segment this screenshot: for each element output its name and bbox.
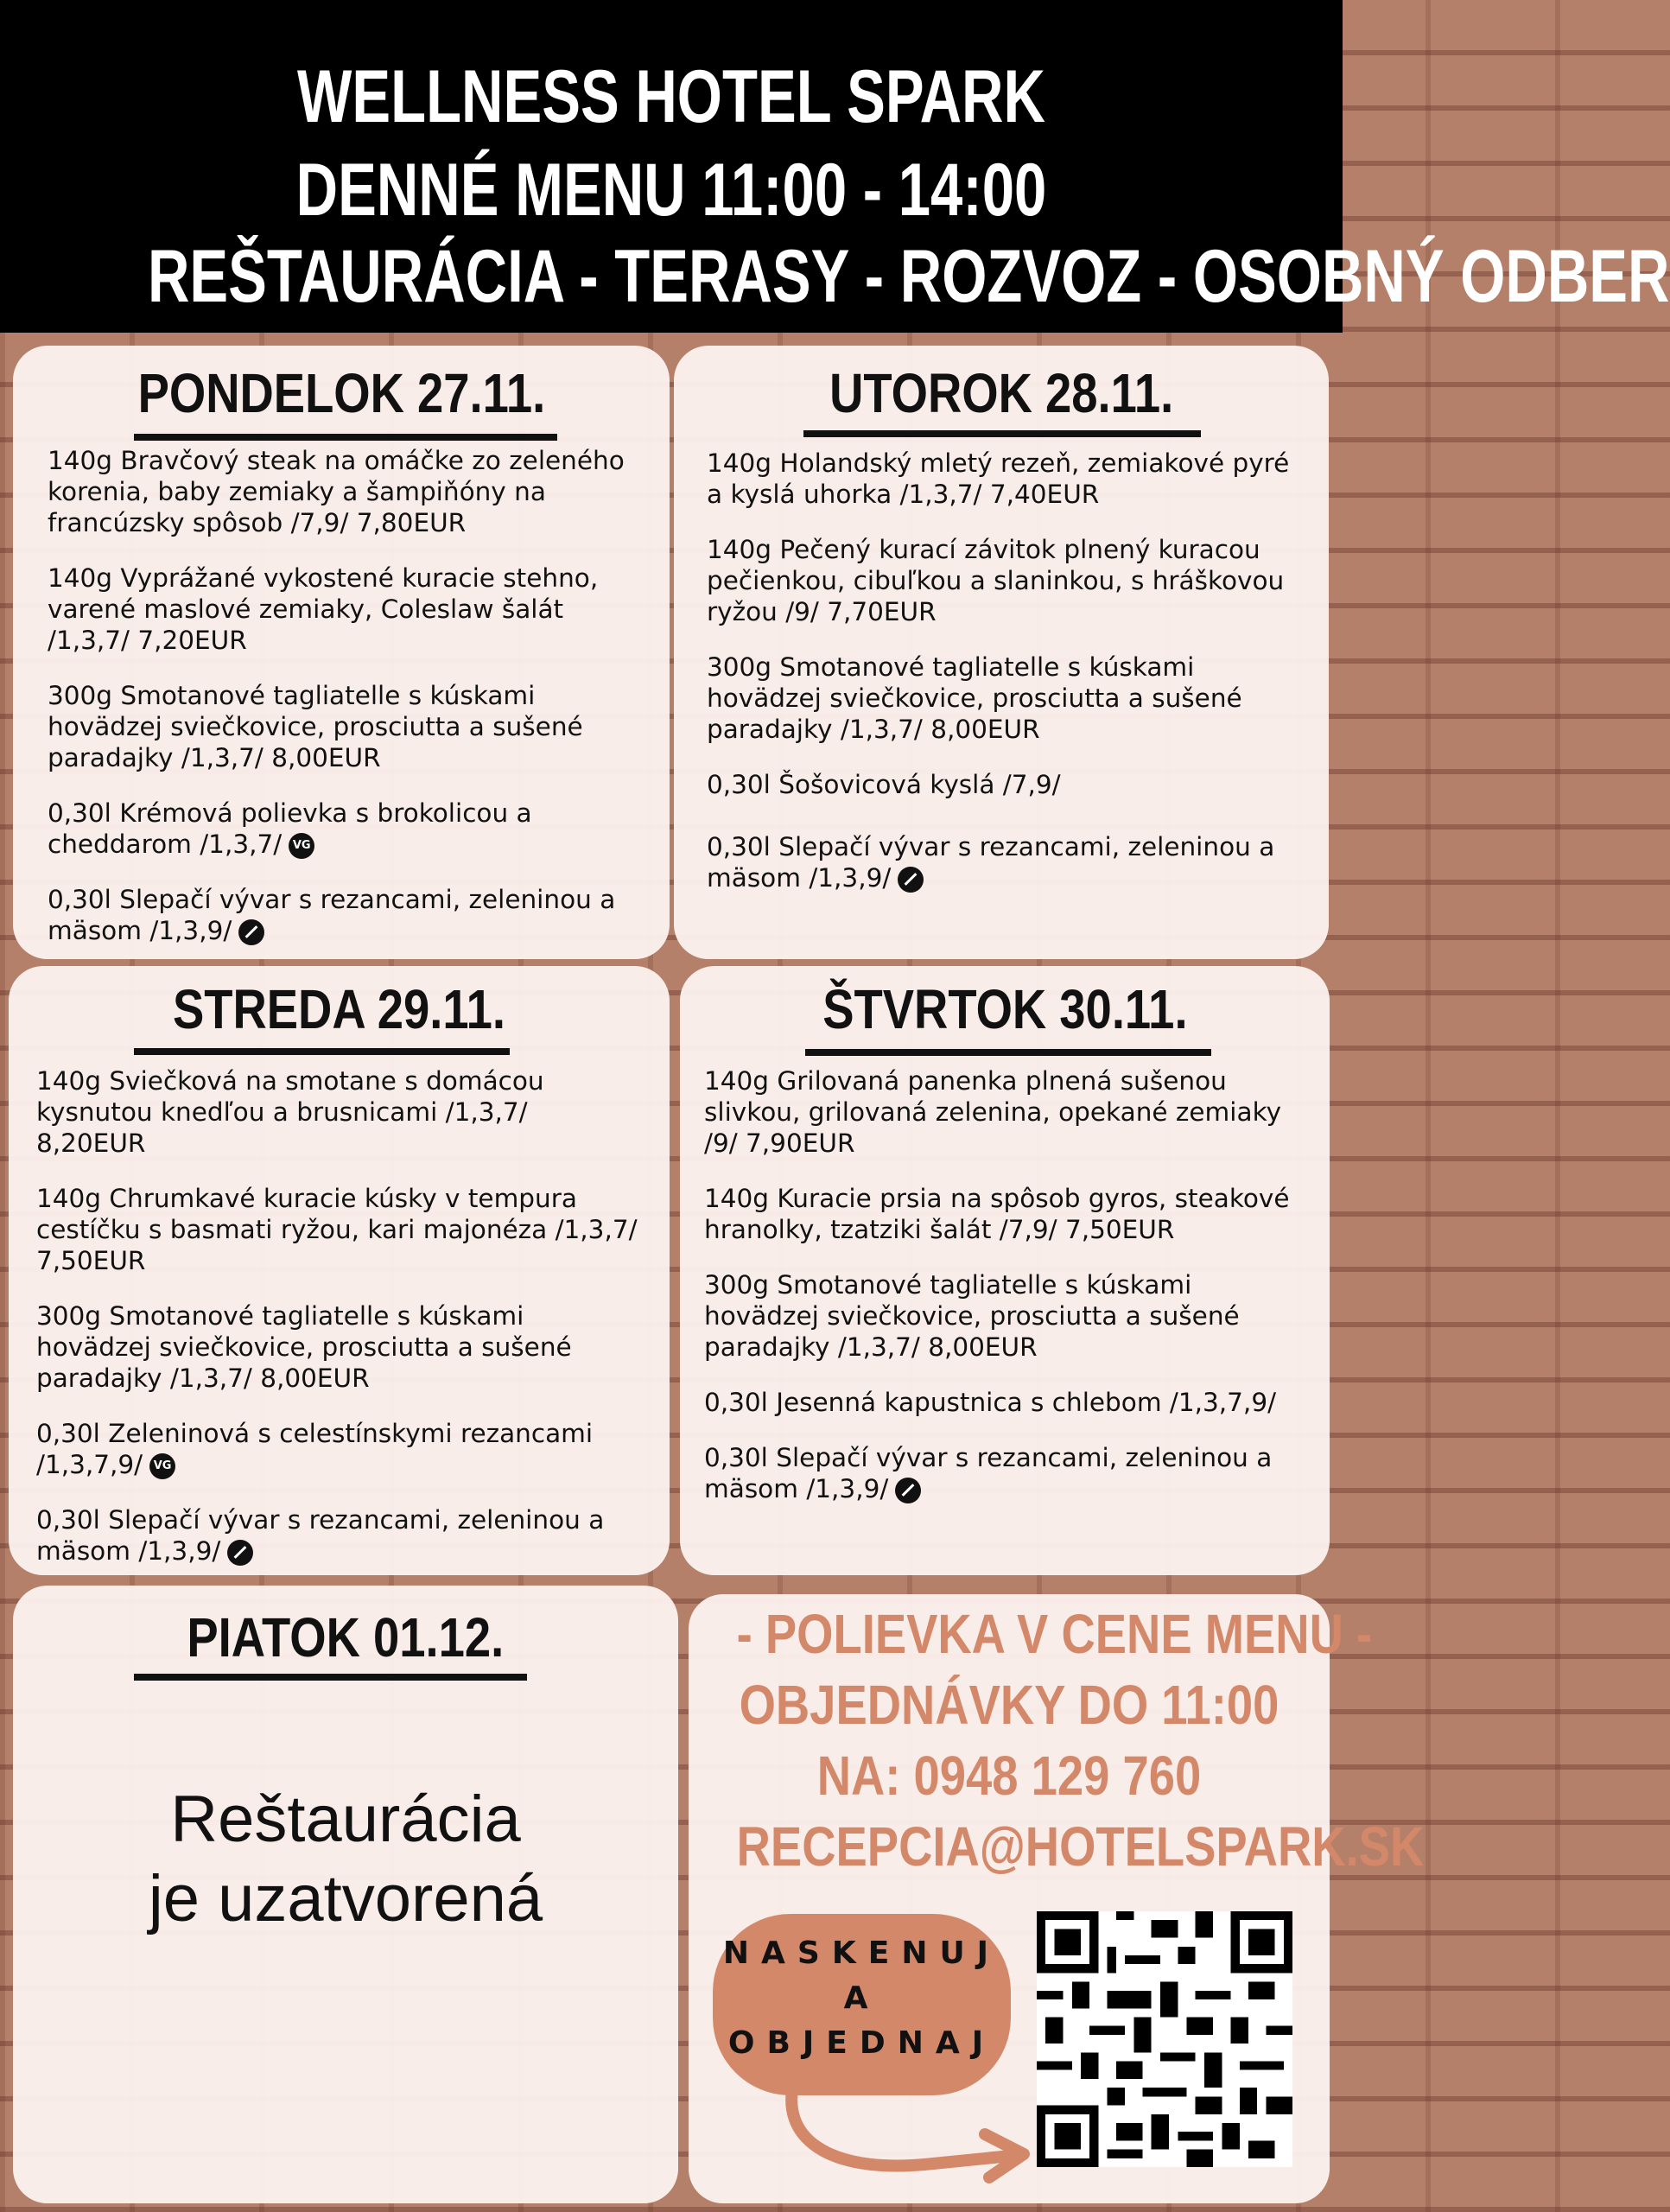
- vegetarian-icon: VG: [149, 1453, 175, 1479]
- menu-list-tuesday: [707, 448, 1303, 918]
- closed-notice: Reštaurácia je uzatvorená: [148, 1783, 543, 1936]
- title-underline: [803, 430, 1201, 437]
- header-banner: [0, 0, 1670, 333]
- gluten-free-icon: [895, 1478, 921, 1503]
- menu-list-wednesday: [36, 1065, 644, 1591]
- menu-item: 140g Grilovaná panenka plnená sušenou slivkou, grilovaná zelenina, opekané zemiaky /9/ 7,90EUR: [704, 1066, 1282, 1158]
- gluten-free-icon: [238, 919, 264, 945]
- menu-item: 140g Vyprážané vykostené kuracie stehno, varené maslové zemiaky, Coleslaw šalát /1,3,7/ 7,20EUR: [48, 563, 599, 655]
- title-underline: [805, 1049, 1211, 1056]
- menu-item: 0,30l Zeleninová s celestínskymi rezancami /1,3,7,9/ VG: [36, 1419, 594, 1479]
- arrow-icon: [778, 2069, 1037, 2182]
- menu-item: 0,30l Slepačí vývar s rezancami, zeleninou a mäsom /1,3,9/: [704, 1443, 1273, 1503]
- menu-item: 300g Smotanové tagliatelle s kúskami hovädzej sviečkovice, prosciutta a sušené paradajky /1,3,7/ 8,00EUR: [704, 1270, 1240, 1362]
- menu-item: 0,30l Slepačí vývar s rezancami, zeleninou a mäsom /1,3,9/: [36, 1505, 605, 1566]
- day-title-monday: PONDELOK 27.11.: [137, 362, 545, 424]
- title-underline: [134, 1048, 510, 1055]
- menu-list-monday: [48, 445, 644, 970]
- title-underline: [134, 434, 557, 441]
- qr-code-icon[interactable]: [1037, 1911, 1292, 2167]
- menu-item: 140g Bravčový steak na omáčke zo zeleného korenia, baby zemiaky a šampiňóny na francúzsky spôsob /7,9/ 7,80EUR: [48, 446, 625, 537]
- menu-list-thursday: [704, 1065, 1304, 1529]
- order-deadline: OBJEDNÁVKY DO 11:00: [739, 1674, 1279, 1736]
- gluten-free-icon: [898, 867, 924, 893]
- card-wednesday: [9, 966, 670, 1575]
- day-title-tuesday: UTOROK 28.11.: [829, 362, 1174, 424]
- day-title-friday: PIATOK 01.12.: [187, 1606, 505, 1669]
- scan-to-order-bubble: NASKENUJ A OBJEDNAJ: [713, 1914, 1011, 2095]
- day-title-thursday: ŠTVRTOK 30.11.: [822, 978, 1188, 1040]
- card-monday: [13, 346, 670, 959]
- menu-item: 300g Smotanové tagliatelle s kúskami hovädzej sviečkovice, prosciutta a sušené paradajky /1,3,7/ 8,00EUR: [36, 1301, 572, 1393]
- soup-included: - POLIEVKA V CENE MENU -: [736, 1603, 1373, 1665]
- service-types: REŠTAURÁCIA - TERASY - ROZVOZ - OSOBNÝ ODBER: [147, 235, 1670, 318]
- hotel-name: WELLNESS HOTEL SPARK: [297, 55, 1045, 138]
- card-thursday: [680, 966, 1330, 1575]
- card-friday: [13, 1586, 678, 2203]
- menu-item: 140g Holandský mletý rezeň, zemiakové pyré a kyslá uhorka /1,3,7/ 7,40EUR: [707, 448, 1290, 509]
- menu-item: 0,30l Jesenná kapustnica s chlebom /1,3,7,9/: [704, 1388, 1277, 1417]
- menu-item: 300g Smotanové tagliatelle s kúskami hovädzej sviečkovice, prosciutta a sušené paradajky /1,3,7/ 8,00EUR: [48, 681, 583, 772]
- menu-item: 0,30l Šošovicová kyslá /7,9/: [707, 770, 1061, 799]
- menu-item: 140g Chrumkavé kuracie kúsky v tempura cestíčku s basmati ryžou, kari majonéza /1,3,7/ 7,50EUR: [36, 1184, 638, 1275]
- card-tuesday: [674, 346, 1329, 959]
- menu-item: 140g Pečený kurací závitok plnený kuracou pečienkou, cibuľkou a slaninkou, s hráškovou ryžou /9/ 7,70EUR: [707, 535, 1285, 626]
- email-address[interactable]: RECEPCIA@HOTELSPARK.SK: [736, 1815, 1425, 1878]
- phone-number[interactable]: NA: 0948 129 760: [816, 1745, 1202, 1807]
- gluten-free-icon: [227, 1540, 253, 1566]
- menu-item: 0,30l Krémová polievka s brokolicou a cheddarom /1,3,7/ VG: [48, 798, 532, 859]
- menu-item: 140g Sviečková na smotane s domácou kysnutou knedľou a brusnicami /1,3,7/ 8,20EUR: [36, 1066, 544, 1158]
- day-title-wednesday: STREDA 29.11.: [173, 978, 505, 1040]
- menu-hours: DENNÉ MENU 11:00 - 14:00: [295, 149, 1047, 232]
- vegetarian-icon: VG: [289, 833, 314, 859]
- menu-item: 300g Smotanové tagliatelle s kúskami hovädzej sviečkovice, prosciutta a sušené paradajky /1,3,7/ 8,00EUR: [707, 652, 1242, 744]
- menu-item: 140g Kuracie prsia na spôsob gyros, steakové hranolky, tzatziki šalát /7,9/ 7,50EUR: [704, 1184, 1290, 1244]
- ordering-info: [689, 1599, 1425, 1882]
- title-underline: [134, 1674, 527, 1681]
- menu-item: 0,30l Slepačí vývar s rezancami, zeleninou a mäsom /1,3,9/: [707, 832, 1275, 893]
- menu-item: 0,30l Slepačí vývar s rezancami, zeleninou a mäsom /1,3,9/: [48, 885, 616, 945]
